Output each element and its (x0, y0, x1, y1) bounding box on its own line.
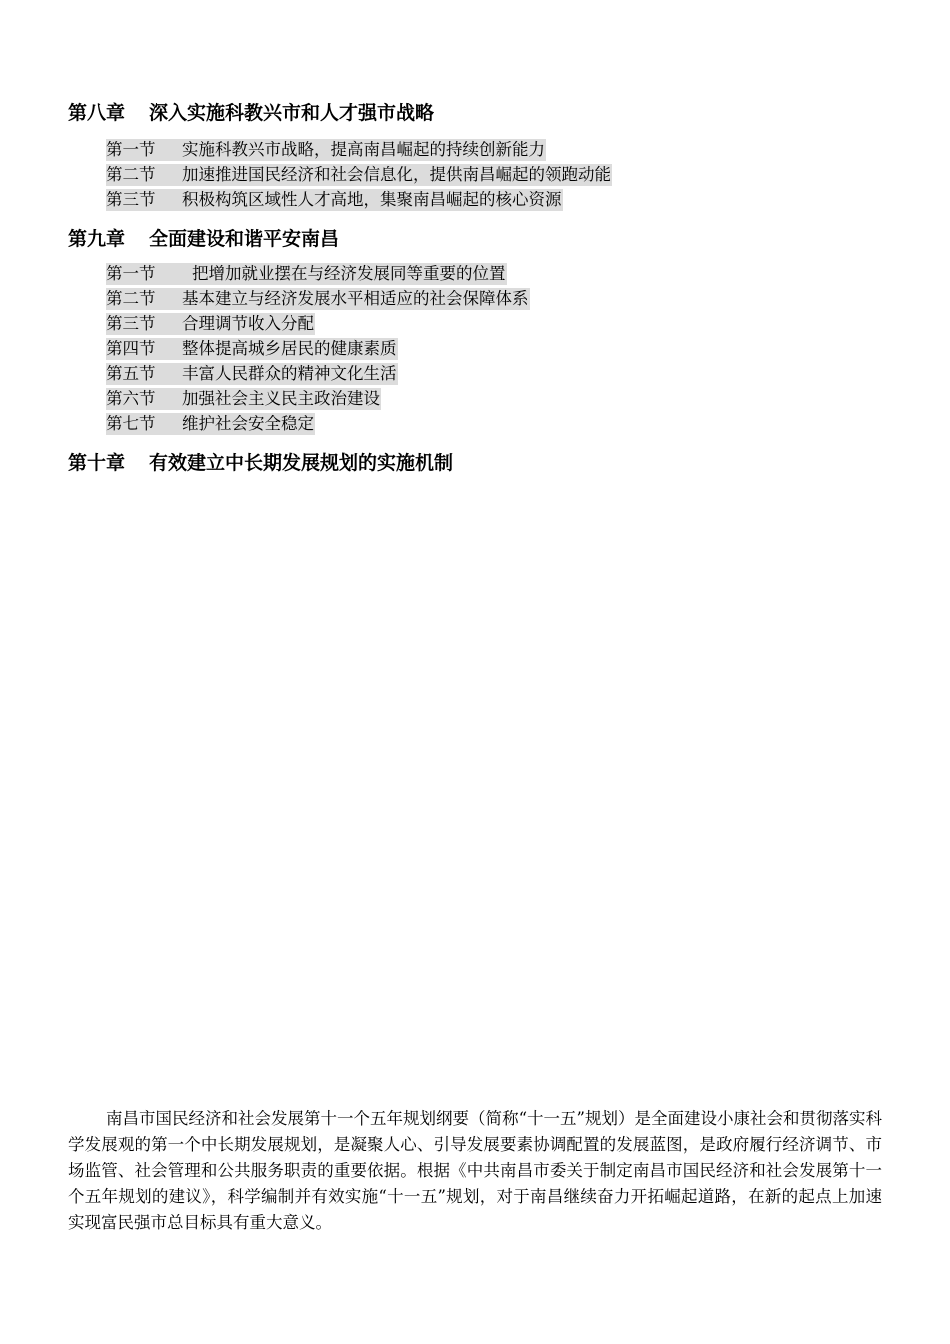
chapter-title: 有效建立中长期发展规划的实施机制 (149, 452, 454, 474)
chapter-title: 全面建设和谐平安南昌 (149, 228, 340, 250)
chapter-heading-9 (68, 226, 339, 252)
intro-paragraph: 南昌市国民经济和社会发展第十一个五年规划纲要（简称“十一五”规划）是全面建设小康社会和贯彻落实科学发展观的第一个中长期发展规划，是凝聚人心、引导发展要素协调配置的发展蓝图，是政府履行经济调节、市场监管、社会管理和公共服务职责的重要依据。根据《中共南昌市委关于制定南昌市国民经济和社会发展第十一个五年规划的建议》，科学编制并有效实施“十一五”规划，对于南昌继续奋力开拓崛起道路，在新的起点上加速实现富民强市总目标具有重大意义。 (68, 1109, 882, 1232)
toc-entry[interactable] (106, 313, 315, 335)
section-number: 第七节 (106, 414, 156, 433)
chapter-heading-8 (68, 100, 434, 126)
section-title: 整体提高城乡居民的健康素质 (182, 339, 397, 358)
toc-entry[interactable] (106, 363, 398, 385)
section-number: 第六节 (106, 389, 156, 408)
section-number: 第一节 (106, 264, 156, 283)
section-title: 加速推进国民经济和社会信息化，提供南昌崛起的领跑动能 (182, 165, 611, 184)
chapter-number: 第九章 (68, 228, 126, 250)
section-number: 第四节 (106, 339, 156, 358)
section-number: 第三节 (106, 314, 156, 333)
chapter-number: 第十章 (68, 452, 126, 474)
chapter-title: 深入实施科教兴市和人才强市战略 (149, 102, 435, 124)
section-title: 实施科教兴市战略，提高南昌崛起的持续创新能力 (182, 140, 545, 159)
section-number: 第三节 (106, 190, 156, 209)
toc-entry[interactable] (106, 164, 612, 186)
toc-entry[interactable] (106, 338, 398, 360)
toc-entry[interactable] (106, 189, 563, 211)
section-title: 积极构筑区域性人才高地，集聚南昌崛起的核心资源 (182, 190, 562, 209)
toc-entry[interactable] (106, 139, 546, 161)
toc-entry[interactable] (106, 413, 315, 435)
section-title: 维护社会安全稳定 (182, 414, 314, 433)
chapter-number: 第八章 (68, 102, 126, 124)
toc-entry[interactable] (106, 263, 507, 285)
section-number: 第一节 (106, 140, 156, 159)
section-title: 合理调节收入分配 (182, 314, 314, 333)
section-number: 第五节 (106, 364, 156, 383)
toc-entry[interactable] (106, 388, 381, 410)
chapter-heading-10 (68, 450, 453, 476)
toc-entry[interactable] (106, 288, 530, 310)
section-title: 把增加就业摆在与经济发展同等重要的位置 (192, 264, 506, 283)
section-title: 加强社会主义民主政治建设 (182, 389, 380, 408)
section-number: 第二节 (106, 165, 156, 184)
section-title: 丰富人民群众的精神文化生活 (182, 364, 397, 383)
section-title: 基本建立与经济发展水平相适应的社会保障体系 (182, 289, 529, 308)
section-number: 第二节 (106, 289, 156, 308)
